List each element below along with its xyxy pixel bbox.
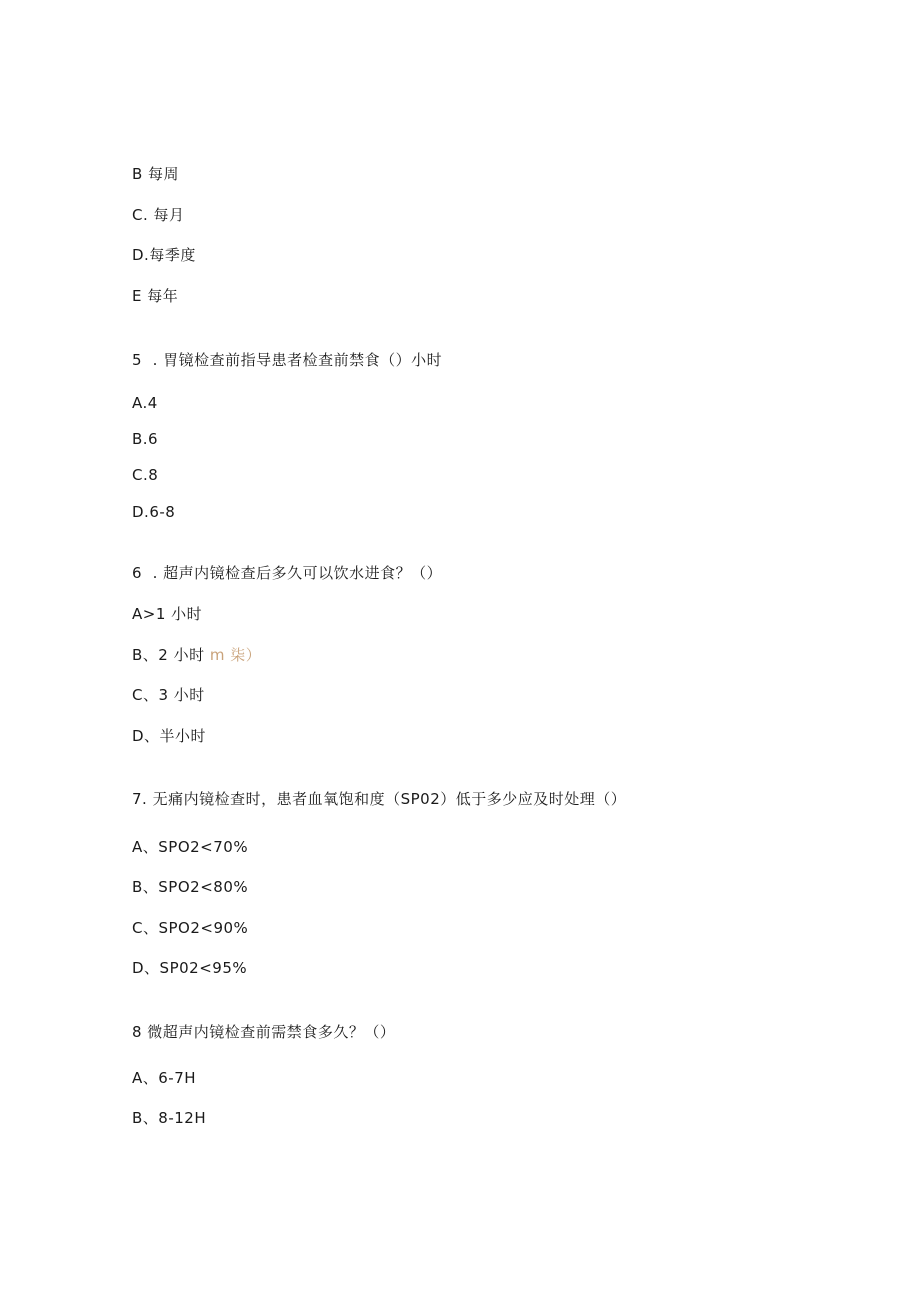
option-b-weekly: B 每周 [132,165,180,183]
q5-option-a: A.4 [132,394,158,412]
question-6: 6 . 超声内镜检查后多久可以饮水进食？（） [132,564,443,582]
q5-option-c: C.8 [132,466,159,484]
q8-option-a: A、6-7H [132,1069,197,1087]
q6-option-b-text: B、2 小时 [132,646,205,664]
question-7: 7. 无痛内镜检查时，患者血氧饱和度（SP02）低于多少应及时处理（） [132,790,627,808]
q5-option-b: B.6 [132,430,159,448]
q6-option-d: D、半小时 [132,727,207,745]
option-c-monthly: C. 每月 [132,206,185,224]
question-5: 5 . 胃镜检查前指导患者检查前禁食（）小时 [132,351,443,369]
q6-option-c: C、3 小时 [132,686,205,704]
option-e-yearly: E 每年 [132,287,179,305]
q7-option-c: C、SPO2<90% [132,919,249,937]
option-d-quarterly: D.每季度 [132,246,196,264]
stamp-mark: m 柒） [209,646,262,664]
q6-option-b [132,645,261,665]
q7-option-b: B、SPO2<80% [132,878,249,896]
q7-option-d: D、SP02<95% [132,959,248,977]
q8-option-b: B、8-12H [132,1109,207,1127]
q7-option-a: A、SPO2<70% [132,838,249,856]
question-8: 8 微超声内镜检查前需禁食多久？（） [132,1023,396,1041]
q6-option-a: A>1 小时 [132,605,203,623]
q5-option-d: D.6-8 [132,503,176,521]
